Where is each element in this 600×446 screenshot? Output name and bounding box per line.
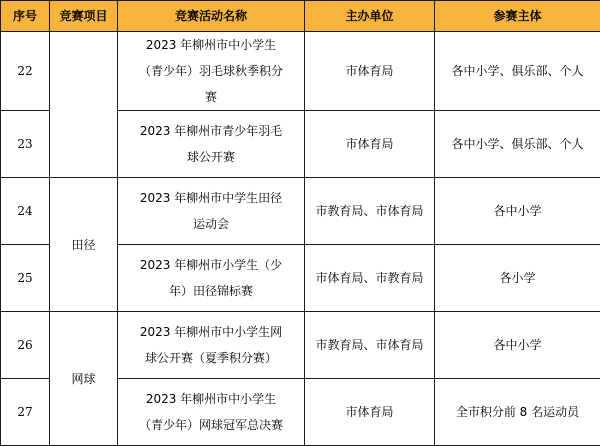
serial-number: 25 — [1, 245, 50, 312]
event-name: 2023 年柳州市中学生田径运动会 — [118, 178, 305, 245]
participants: 各中小学 — [435, 312, 600, 379]
event-category: 网球 — [50, 312, 118, 446]
serial-number: 27 — [1, 379, 50, 446]
serial-number: 23 — [1, 111, 50, 178]
event-name: 2023 年柳州市中小学生网球公开赛（夏季积分赛） — [118, 312, 305, 379]
header-organizer: 主办单位 — [305, 1, 435, 32]
serial-number: 24 — [1, 178, 50, 245]
participants: 全市积分前 8 名运动员 — [435, 379, 600, 446]
event-name: 2023 年柳州市中小学生（青少年）网球冠军总决赛 — [118, 379, 305, 446]
participants: 各中小学、俱乐部、个人 — [435, 111, 600, 178]
table-row — [1, 178, 600, 245]
organizer: 市体育局 — [305, 111, 435, 178]
organizer: 市体育局、市教育局 — [305, 245, 435, 312]
table-row — [1, 32, 600, 111]
header-event-category: 竞赛项目 — [50, 1, 118, 32]
organizer: 市教育局、市体育局 — [305, 312, 435, 379]
header-row — [1, 1, 600, 32]
header-event-name: 竞赛活动名称 — [118, 1, 305, 32]
participants: 各小学 — [435, 245, 600, 312]
header-serial-number: 序号 — [1, 1, 50, 32]
organizer: 市体育局 — [305, 32, 435, 111]
table-row — [1, 312, 600, 379]
event-category: 田径 — [50, 178, 118, 312]
participants: 各中小学、俱乐部、个人 — [435, 32, 600, 111]
header-participants: 参赛主体 — [435, 1, 600, 32]
event-name: 2023 年柳州市青少年羽毛球公开赛 — [118, 111, 305, 178]
event-name: 2023 年柳州市中小学生（青少年）羽毛球秋季积分赛 — [118, 32, 305, 111]
event-category — [50, 32, 118, 178]
participants: 各中小学 — [435, 178, 600, 245]
serial-number: 22 — [1, 32, 50, 111]
serial-number: 26 — [1, 312, 50, 379]
event-name: 2023 年柳州市小学生（少年）田径锦标赛 — [118, 245, 305, 312]
organizer: 市体育局 — [305, 379, 435, 446]
organizer: 市教育局、市体育局 — [305, 178, 435, 245]
